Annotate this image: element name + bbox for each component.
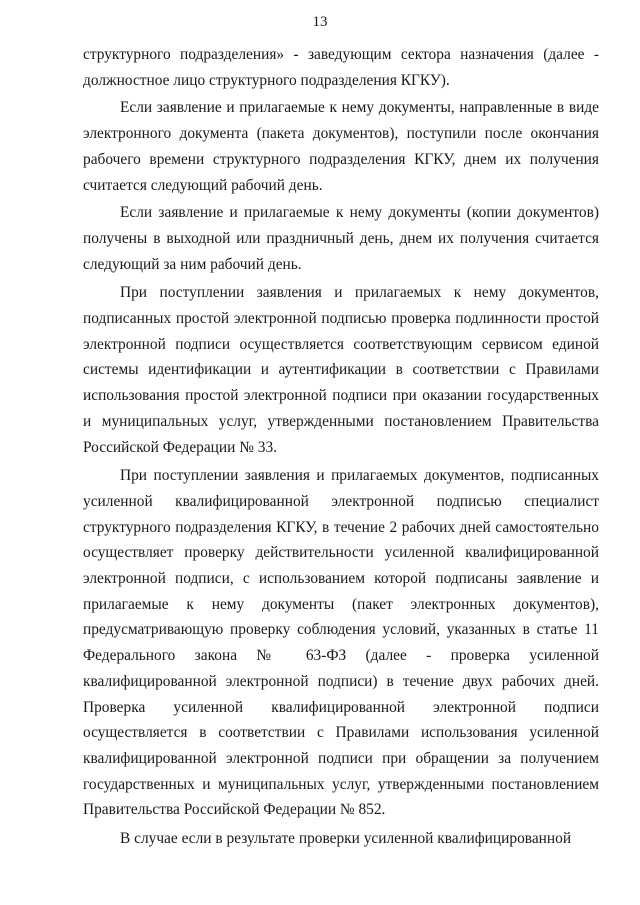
paragraph-verification-result: В случае если в результате проверки усиленной квалифицированной: [120, 830, 572, 848]
paragraph-simple-signature-check: При поступлении заявления и прилагаемых к нему документов, подписанных простой электронной подписью проверка подлинности простой электронной подписи осуществляется соответствующим сервисом единой системы идентификации и аутентификации в соответствии с Правилами использования простой электронной подписи при оказании государственных и муниципальных услуг, утвержденными постановлением Правительства Российской Федерации № 33.: [83, 284, 599, 456]
document-body: [83, 42, 599, 852]
page-number: 13: [312, 14, 328, 30]
paragraph-electronic-document-after-hours: Если заявление и прилагаемые к нему документы, направленные в виде электронного документа (пакета документов), поступили после окончания рабочего времени структурного подразделения КГКУ, днем их получения считается следующий рабочий день.: [83, 99, 599, 194]
paragraph-continuation: структурного подразделения» - заведующим сектора назначения (далее - должностное лицо структурного подразделения КГКУ).: [83, 46, 599, 89]
paragraph-qualified-signature-check: При поступлении заявления и прилагаемых документов, подписанных усиленной квалифицированной электронной подписью специалист структурного подразделения КГКУ, в течение 2 рабочих дней самостоятельно осуществляет проверку действительности усиленной квалифицированной электронной подписи, с использованием которой подписаны заявление и прилагаемые к нему документы (пакет электронных документов), предусматривающую проверку соблюдения условий, указанных в статье 11 Федерального закона № 63-ФЗ (далее - проверка усиленной квалифицированной электронной подписи) в течение двух рабочих дней. Проверка усиленной квалифицированной электронной подписи осуществляется в соответствии с Правилами использования усиленной квалифицированной электронной подписи при обращении за получением государственных и муниципальных услуг, утвержденными постановлением Правительства Российской Федерации № 852.: [83, 467, 599, 819]
paragraph-holiday-receipt: Если заявление и прилагаемые к нему документы (копии документов) получены в выходной или праздничный день, днем их получения считается следующий за ним рабочий день.: [83, 204, 599, 273]
